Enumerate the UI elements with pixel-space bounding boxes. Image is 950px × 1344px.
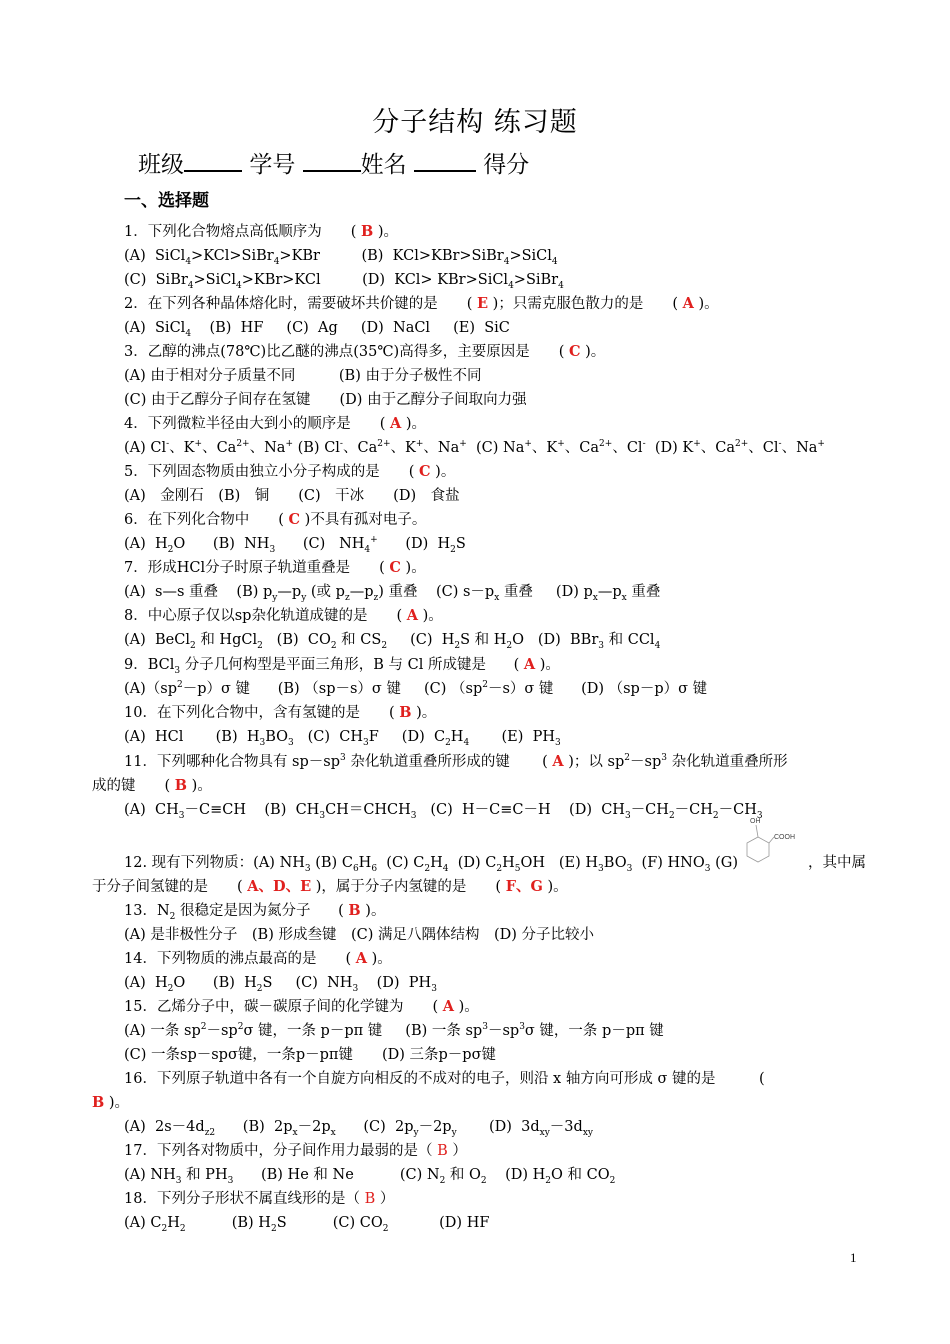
question-text: 1．下列化合物熔点高低顺序为 (: [124, 224, 357, 240]
question-line: [124, 342, 605, 362]
answer: A: [390, 415, 402, 432]
question-text: (A) BeCl$_2$ 和 HgCl$_2$ (B) $CO_2$ 和 $CS_2$ (C) $H_2S$ 和 $H_2O$ (D) BBr$_3$ 和 CCl$_4$: [124, 632, 661, 651]
question-text: 于分子间氢键的是 (: [92, 879, 243, 895]
question-line: [124, 222, 398, 242]
question-line: [124, 438, 825, 458]
cooh-label: COOH: [774, 834, 795, 841]
question-text: (A) s—s 重叠 (B) $p_y—p_y$ (或 $p_z—p_z$) 重叠 (C) $s-p_x$ 重叠 (D) $p_x—p_x$ 重叠: [124, 584, 661, 603]
question-text: (A) $H_2O$ (B) $NH_3$ (C) $NH_4^+$ (D) $H_2S$: [124, 535, 466, 555]
question-line: [124, 655, 560, 675]
answer: A: [552, 753, 564, 770]
question-text: (A) 由于相对分子质量不同 (B) 由于分子极性不同: [124, 368, 482, 384]
answer: A: [523, 656, 536, 673]
question-text: 12. 现有下列物质：(A) $NH_3$ (B) $C_6H_6$ (C) $C_2H_4$ (D) $C_2H_5OH$ (E) $H_3BO_3$ (F) $HNO_3$ (G): [124, 855, 739, 874]
question-text: (C) 由于乙醇分子间存在氢键 (D) 由于乙醇分子间取向力强: [124, 392, 527, 408]
question-line: [124, 973, 437, 993]
name-label: 姓名: [360, 152, 407, 178]
question-line: [124, 1213, 489, 1233]
question-text: )。: [458, 999, 479, 1015]
question-text: (A) Cl-、K+、$Ca^{2+}$、Na+ (B) Cl-、$Ca^{2+}$、K+、Na+ (C) Na+、K+、$Ca^{2+}$、Cl- (D) K+、$Ca^{2+}$、Cl-、Na+: [124, 439, 825, 456]
question-text: (A) SiCl$_4$ (B) HF (C) Ag (D) NaCl (E) SiC: [124, 320, 510, 339]
answer: B: [174, 777, 188, 794]
question-line: [124, 318, 510, 338]
question-text: ）: [452, 1143, 467, 1159]
question-text: 14．下列物质的沸点最高的是 (: [124, 951, 352, 967]
answer: B: [364, 1191, 376, 1207]
question-line: [124, 1045, 496, 1065]
question-text: )；只需克服色散力的是 (: [492, 296, 678, 312]
score-label: 得分: [483, 152, 530, 178]
question-text: )。: [422, 608, 443, 624]
section-heading: 一、选择题: [124, 191, 209, 211]
question-text: )。: [539, 657, 560, 673]
question-text: 16．下列原子轨道中各有一个自旋方向相反的不成对的电子，则沿 x 轴方向可形成 σ 键的是 (: [124, 1071, 765, 1087]
question-line: [124, 534, 466, 554]
question-line: [124, 1141, 467, 1161]
page-number: 1: [850, 1250, 857, 1265]
question-line: [124, 582, 660, 602]
question-text: (A) $H_2O$ (B) $H_2S$ (C) $NH_3$ (D) $PH_3$: [124, 975, 437, 994]
question-text: 13．$N_2$ 很稳定是因为氮分子 (: [124, 903, 344, 922]
question-line: [124, 1165, 615, 1185]
question-text: ，其中属: [808, 855, 866, 871]
question-text: )。: [371, 951, 392, 967]
id-blank[interactable]: [303, 148, 361, 172]
question-text: (A) SiCl$_4$>KCl>SiBr$_4$>KBr (B) KCl>KBr>SiBr$_4$>SiCl$_4$: [124, 248, 558, 267]
answer: F、G: [505, 878, 543, 895]
answer: A: [355, 950, 367, 967]
answer: B: [92, 1094, 105, 1111]
name-blank[interactable]: [414, 148, 476, 172]
question-text: 15．乙烯分子中，碳－碳原子间的化学键为 (: [124, 999, 439, 1015]
answer: C: [568, 343, 581, 360]
question-text: (A) 是非极性分子 (B) 形成叁键 (C) 满足八隅体结构 (D) 分子比较小: [124, 927, 595, 943]
student-info-line: [138, 146, 529, 179]
answer: C: [389, 559, 401, 576]
question-text: )。: [405, 560, 426, 576]
oh-label: OH: [750, 818, 761, 825]
answer: B: [348, 902, 361, 919]
question-line: [124, 366, 481, 386]
question-line: [124, 606, 443, 626]
question-text: )。: [698, 296, 719, 312]
question-text: 4．下列微粒半径由大到小的顺序是 (: [124, 416, 386, 432]
question-line: [124, 486, 460, 506]
question-line: [124, 853, 866, 874]
class-label: 班级: [138, 152, 184, 178]
question-line: [92, 877, 568, 897]
question-text: 5．下列固态物质由独立小分子构成的是 (: [124, 464, 415, 480]
question-text: (A) HCl (B) $H_3BO_3$ (C) $CH_3F$ (D) $C_2H_4$ (E) $PH_3$: [124, 729, 561, 748]
question-line: [124, 703, 436, 723]
page-title: 分子结构 练习题: [372, 107, 578, 138]
question-text: )。: [365, 903, 386, 919]
question-text: (A) $CH_3-C\equiv CH$ (B) $CH_3CH=CHCH_3$ (C) H－C≡C－H (D) $CH_3-CH_2-CH_2-CH_3$: [124, 802, 763, 821]
question-text: (C) 一条sp－spσ键，一条p－pπ键 (D) 三条p－pσ键: [124, 1047, 496, 1063]
question-line: [124, 1117, 593, 1137]
answer: E: [477, 295, 489, 312]
question-line: [124, 1069, 765, 1089]
question-text: (C) SiBr$_4$>SiCl$_4$>KBr>KCl (D) KCl> KBr>SiCl$_4$>SiBr$_4$: [124, 272, 564, 291]
question-line: [124, 558, 426, 578]
question-text: 17．下列各对物质中，分子间作用力最弱的是（: [124, 1143, 433, 1159]
class-blank[interactable]: [184, 148, 242, 172]
question-text: $(A)(sp^2-p)\sigma$ 键 (B) （sp－s）σ 键 (C) $(sp^2-s)\sigma$ 键 (D) （sp－p）σ 键: [124, 680, 708, 697]
question-text: 2．在下列各种晶体熔化时，需要破坏共价键的是 (: [124, 296, 473, 312]
question-line: [124, 925, 594, 945]
answer: B: [437, 1143, 448, 1159]
question-line: [124, 997, 479, 1017]
question-text: (A) 一条 $sp^2-sp^2\sigma$ 键，一条 p－pπ 键 (B) 一条 $sp^3-sp^3\sigma$ 键，一条 p－pπ 键: [124, 1022, 664, 1039]
question-text: )。: [435, 464, 456, 480]
question-text: )，属于分子内氢键的是 (: [315, 879, 502, 895]
question-text: )。: [108, 1095, 130, 1111]
answer: B: [361, 223, 374, 240]
answer: C: [288, 511, 301, 528]
question-line: [124, 800, 763, 820]
question-text: 9．BCl$_3$ 分子几何构型是平面三角形，B 与 Cl 所成键是 (: [124, 657, 520, 676]
question-line: [124, 390, 527, 410]
question-line: [124, 246, 558, 266]
question-line: [124, 901, 385, 921]
question-text: 3．乙醇的沸点(78℃)比乙醚的沸点(35℃)高得多，主要原因是 (: [124, 344, 565, 360]
question-line: [124, 462, 455, 482]
question-text: (A) $C_2H_2$ (B) $H_2S$ (C) $CO_2$ (D) HF: [124, 1215, 490, 1234]
question-text: 成的键 (: [92, 778, 171, 794]
answer: C: [419, 463, 431, 480]
question-text: (A) $2s-4d_{z2}$ (B) $2p_x-2p_x$ (C) $2p_y-2p_y$ (D) $3d_{xy}-3d_{xy}$: [124, 1119, 593, 1138]
question-text: )。: [191, 778, 212, 794]
question-text: )。: [405, 416, 427, 432]
question-line: [124, 679, 707, 699]
question-text: (A) $NH_3$ 和 $PH_3$ (B) He 和 Ne (C) $N_2$ 和 $O_2$ (D) $H_2O$ 和 $CO_2$: [124, 1167, 616, 1186]
question-text: 11．下列哪种化合物具有 $sp-sp^3$ 杂化轨道重叠所形成的键 (: [124, 753, 548, 770]
answer: A: [682, 295, 694, 312]
answer: A、D、E: [247, 878, 312, 895]
answer: A: [442, 998, 454, 1015]
id-label: 学号: [249, 152, 296, 178]
salicylic-acid-structure: [738, 815, 800, 871]
question-text: )；以 $sp^2-sp^3$ 杂化轨道重叠所形: [568, 753, 788, 770]
question-text: 18．下列分子形状不属直线形的是（: [124, 1191, 360, 1207]
question-line: [124, 752, 788, 772]
question-line: [92, 776, 212, 796]
question-text: 8．中心原子仅以sp杂化轨道成键的是 (: [124, 608, 403, 624]
question-line: [92, 1093, 129, 1113]
question-text: )。: [585, 344, 606, 360]
question-line: [124, 270, 564, 290]
question-text: )不具有孤对电子。: [304, 512, 427, 528]
question-text: ）: [379, 1191, 395, 1207]
question-text: 6．在下列化合物中 (: [124, 512, 284, 528]
question-text: )。: [416, 705, 437, 721]
question-line: [124, 1189, 394, 1209]
question-line: [124, 630, 660, 650]
answer: A: [406, 607, 418, 624]
question-text: (A) 金刚石 (B) 铜 (C) 干冰 (D) 食盐: [124, 488, 460, 504]
question-text: )。: [377, 224, 399, 240]
question-line: [124, 294, 719, 314]
question-line: [124, 727, 561, 747]
question-text: )。: [547, 879, 568, 895]
question-line: [124, 414, 426, 434]
question-line: [124, 1021, 664, 1041]
question-text: 7．形成HCl分子时原子轨道重叠是 (: [124, 560, 385, 576]
question-line: [124, 510, 426, 530]
answer: B: [399, 704, 412, 721]
question-line: [124, 949, 392, 969]
question-text: 10．在下列化合物中，含有氢键的是 (: [124, 705, 395, 721]
